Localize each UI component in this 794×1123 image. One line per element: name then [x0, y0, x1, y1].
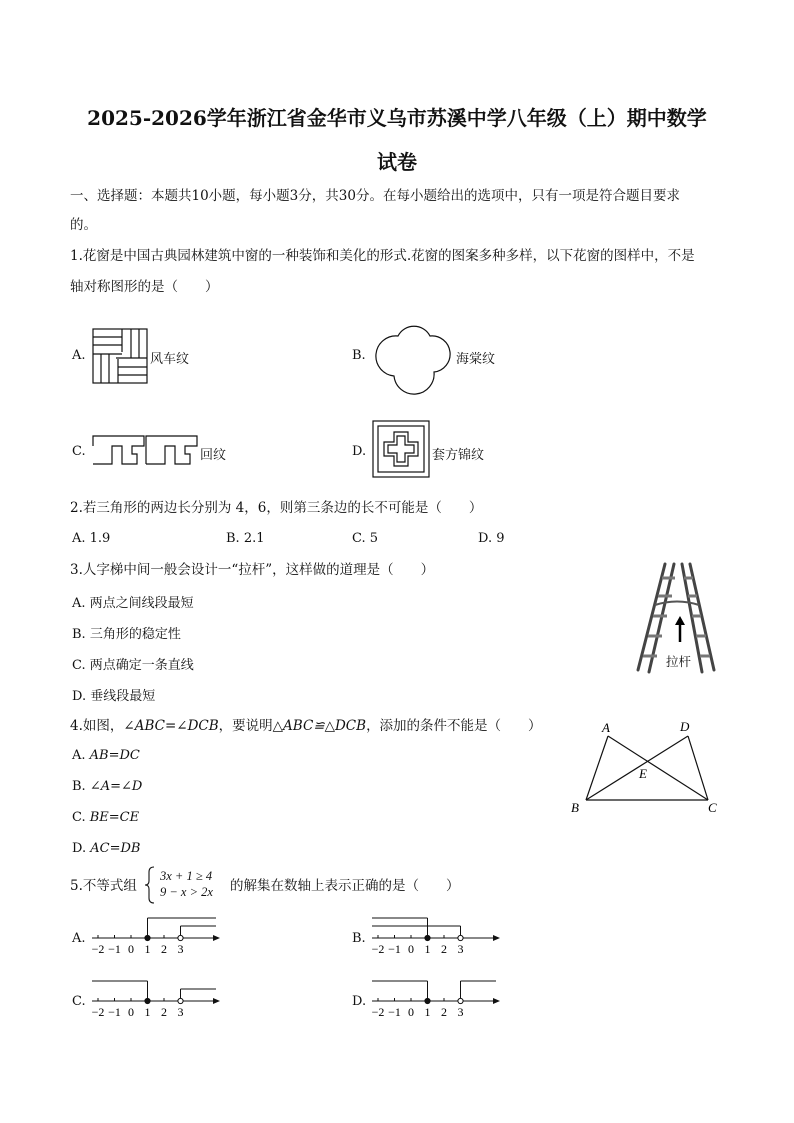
axis-arrow — [493, 935, 500, 941]
solid-dot — [145, 935, 150, 940]
solid-dot — [425, 998, 430, 1003]
axis-arrow — [213, 935, 220, 941]
tick-label: 1 — [424, 1005, 431, 1019]
tick-label: −1 — [388, 1005, 401, 1019]
point-label-a: A — [602, 720, 610, 735]
q4-option-b-letter: B. — [72, 779, 90, 794]
q1-stem-line2: 轴对称图形的是（ ） — [70, 279, 219, 295]
tick-label: 3 — [457, 1005, 464, 1019]
point-label-b: B — [571, 800, 579, 815]
axis-arrow — [493, 998, 500, 1004]
windmill-pattern-figure — [92, 328, 148, 384]
q1-option-d-caption: 套方锦纹 — [432, 448, 485, 463]
q5-option-a-letter: A. — [72, 931, 86, 946]
tick-label: −2 — [371, 942, 385, 956]
q4-option-c-letter: C. — [72, 810, 90, 825]
q1-option-b-letter: B. — [352, 348, 366, 363]
quadrilateral-figure — [560, 716, 730, 820]
tick-label: 3 — [177, 942, 184, 956]
q2-option-d: D. 9 — [478, 531, 505, 546]
tick-label: 2 — [161, 1005, 167, 1019]
q1-option-a-letter: A. — [72, 348, 86, 363]
axis-arrow — [213, 998, 220, 1004]
q4-stem-pre: 4.如图， — [70, 718, 124, 734]
q4-option-a-letter: A. — [72, 748, 90, 763]
tick-label: −1 — [388, 942, 401, 956]
segment-db — [586, 736, 688, 800]
q4-option-b — [72, 779, 142, 794]
q5-option-d-letter: D. — [352, 994, 367, 1009]
segment-dc — [688, 736, 708, 800]
q4-option-d-letter: D. — [72, 841, 91, 856]
tick-label: 0 — [408, 1005, 414, 1019]
hollow-dot — [178, 935, 183, 940]
q2-stem: 2.若三角形的两边长分别为 4，6，则第三条边的长不可能是（ ） — [70, 500, 483, 516]
q1-option-c-caption: 回纹 — [200, 448, 227, 463]
q4-stem — [70, 716, 542, 736]
q4-stem-post: ，添加的条件不能是（ ） — [366, 718, 542, 734]
q5-inequality-1: 3x + 1 ≥ 4 — [160, 869, 213, 883]
fret-pattern-figure — [92, 434, 198, 466]
tick-label: 1 — [144, 1005, 151, 1019]
tick-label: 3 — [177, 1005, 184, 1019]
tick-label: 2 — [441, 942, 447, 956]
tick-label: 0 — [128, 942, 134, 956]
number-line-c — [92, 975, 222, 1021]
section-header-line2: 的。 — [70, 217, 97, 233]
number-line-b — [372, 912, 502, 958]
q4-option-c — [72, 810, 139, 825]
segment-ac — [608, 736, 708, 800]
q1-option-c-letter: C. — [72, 444, 86, 459]
hollow-dot — [458, 935, 463, 940]
tick-label: 0 — [408, 942, 414, 956]
page-title-line2: 试卷 — [377, 150, 417, 174]
point-label-c: C — [708, 800, 717, 815]
q4-option-d — [72, 841, 140, 856]
q2-option-c: C. 5 — [352, 531, 379, 546]
q3-option-c: C. 两点确定一条直线 — [72, 658, 194, 673]
q5-option-c-letter: C. — [72, 994, 86, 1009]
tick-label: −1 — [108, 1005, 121, 1019]
tick-label: −2 — [371, 1005, 385, 1019]
tick-label: −2 — [91, 942, 105, 956]
q4-option-c-expr: BE=CE — [89, 810, 140, 825]
ladder-bar-label: 拉杆 — [666, 654, 692, 669]
tick-label: 1 — [424, 942, 431, 956]
q4-option-a-expr: AB=DC — [89, 748, 140, 763]
q4-condition: ∠ABC=∠DCB — [123, 718, 219, 734]
segment-ab — [586, 736, 608, 800]
q4-stem-mid: ，要说明 — [218, 718, 273, 734]
q5-stem-pre: 5.不等式组 — [70, 878, 137, 894]
tick-label: 1 — [144, 942, 151, 956]
tick-label: 2 — [161, 942, 167, 956]
tick-label: 3 — [457, 942, 464, 956]
q1-option-a-caption: 风车纹 — [150, 352, 190, 367]
q5-option-b-letter: B. — [352, 931, 366, 946]
section-header-line1: 一、选择题：本题共10小题，每小题3分，共30分。在每小题给出的选项中，只有一项是符合题目要求 — [70, 188, 680, 204]
point-label-d: D — [680, 719, 690, 734]
left-brace — [144, 866, 156, 904]
q4-option-b-expr: ∠A=∠D — [89, 779, 143, 794]
number-line-d — [372, 975, 502, 1021]
q5-stem-post: 的解集在数轴上表示正确的是（ ） — [230, 878, 460, 894]
q5-inequality-2: 9 − x > 2x — [160, 885, 213, 899]
nested-square-pattern-figure — [372, 420, 430, 478]
solid-dot — [145, 998, 150, 1003]
hollow-dot — [178, 998, 183, 1003]
page-title-line1: 2025-2026学年浙江省金华市义乌市苏溪中学八年级（上）期中数学 — [87, 106, 707, 130]
q2-option-a: A. 1.9 — [72, 531, 111, 546]
tick-label: 0 — [128, 1005, 134, 1019]
q3-stem: 3.人字梯中间一般会设计一“拉杆”，这样做的道理是（ ） — [70, 562, 435, 578]
q4-option-d-expr: AC=DB — [90, 841, 141, 856]
q3-option-b: B. 三角形的稳定性 — [72, 627, 181, 642]
q1-stem-line1: 1.花窗是中国古典园林建筑中窗的一种装饰和美化的形式.花窗的图案多种多样，以下花窗的图样中，不是 — [70, 248, 695, 264]
q2-option-b: B. 2.1 — [226, 531, 265, 546]
tick-label: −1 — [108, 942, 121, 956]
q3-option-d: D. 垂线段最短 — [72, 689, 156, 704]
tick-label: −2 — [91, 1005, 105, 1019]
hollow-dot — [458, 998, 463, 1003]
q1-option-d-letter: D. — [352, 444, 367, 459]
point-label-e: E — [639, 766, 647, 781]
q3-option-a: A. 两点之间线段最短 — [72, 596, 194, 611]
q4-congruence: △ABC≌△DCB — [272, 718, 367, 734]
solid-dot — [425, 935, 430, 940]
q1-option-b-caption: 海棠纹 — [456, 352, 496, 367]
q4-option-a — [72, 748, 140, 763]
tick-label: 2 — [441, 1005, 447, 1019]
number-line-a — [92, 912, 222, 958]
begonia-pattern-figure — [372, 314, 456, 398]
